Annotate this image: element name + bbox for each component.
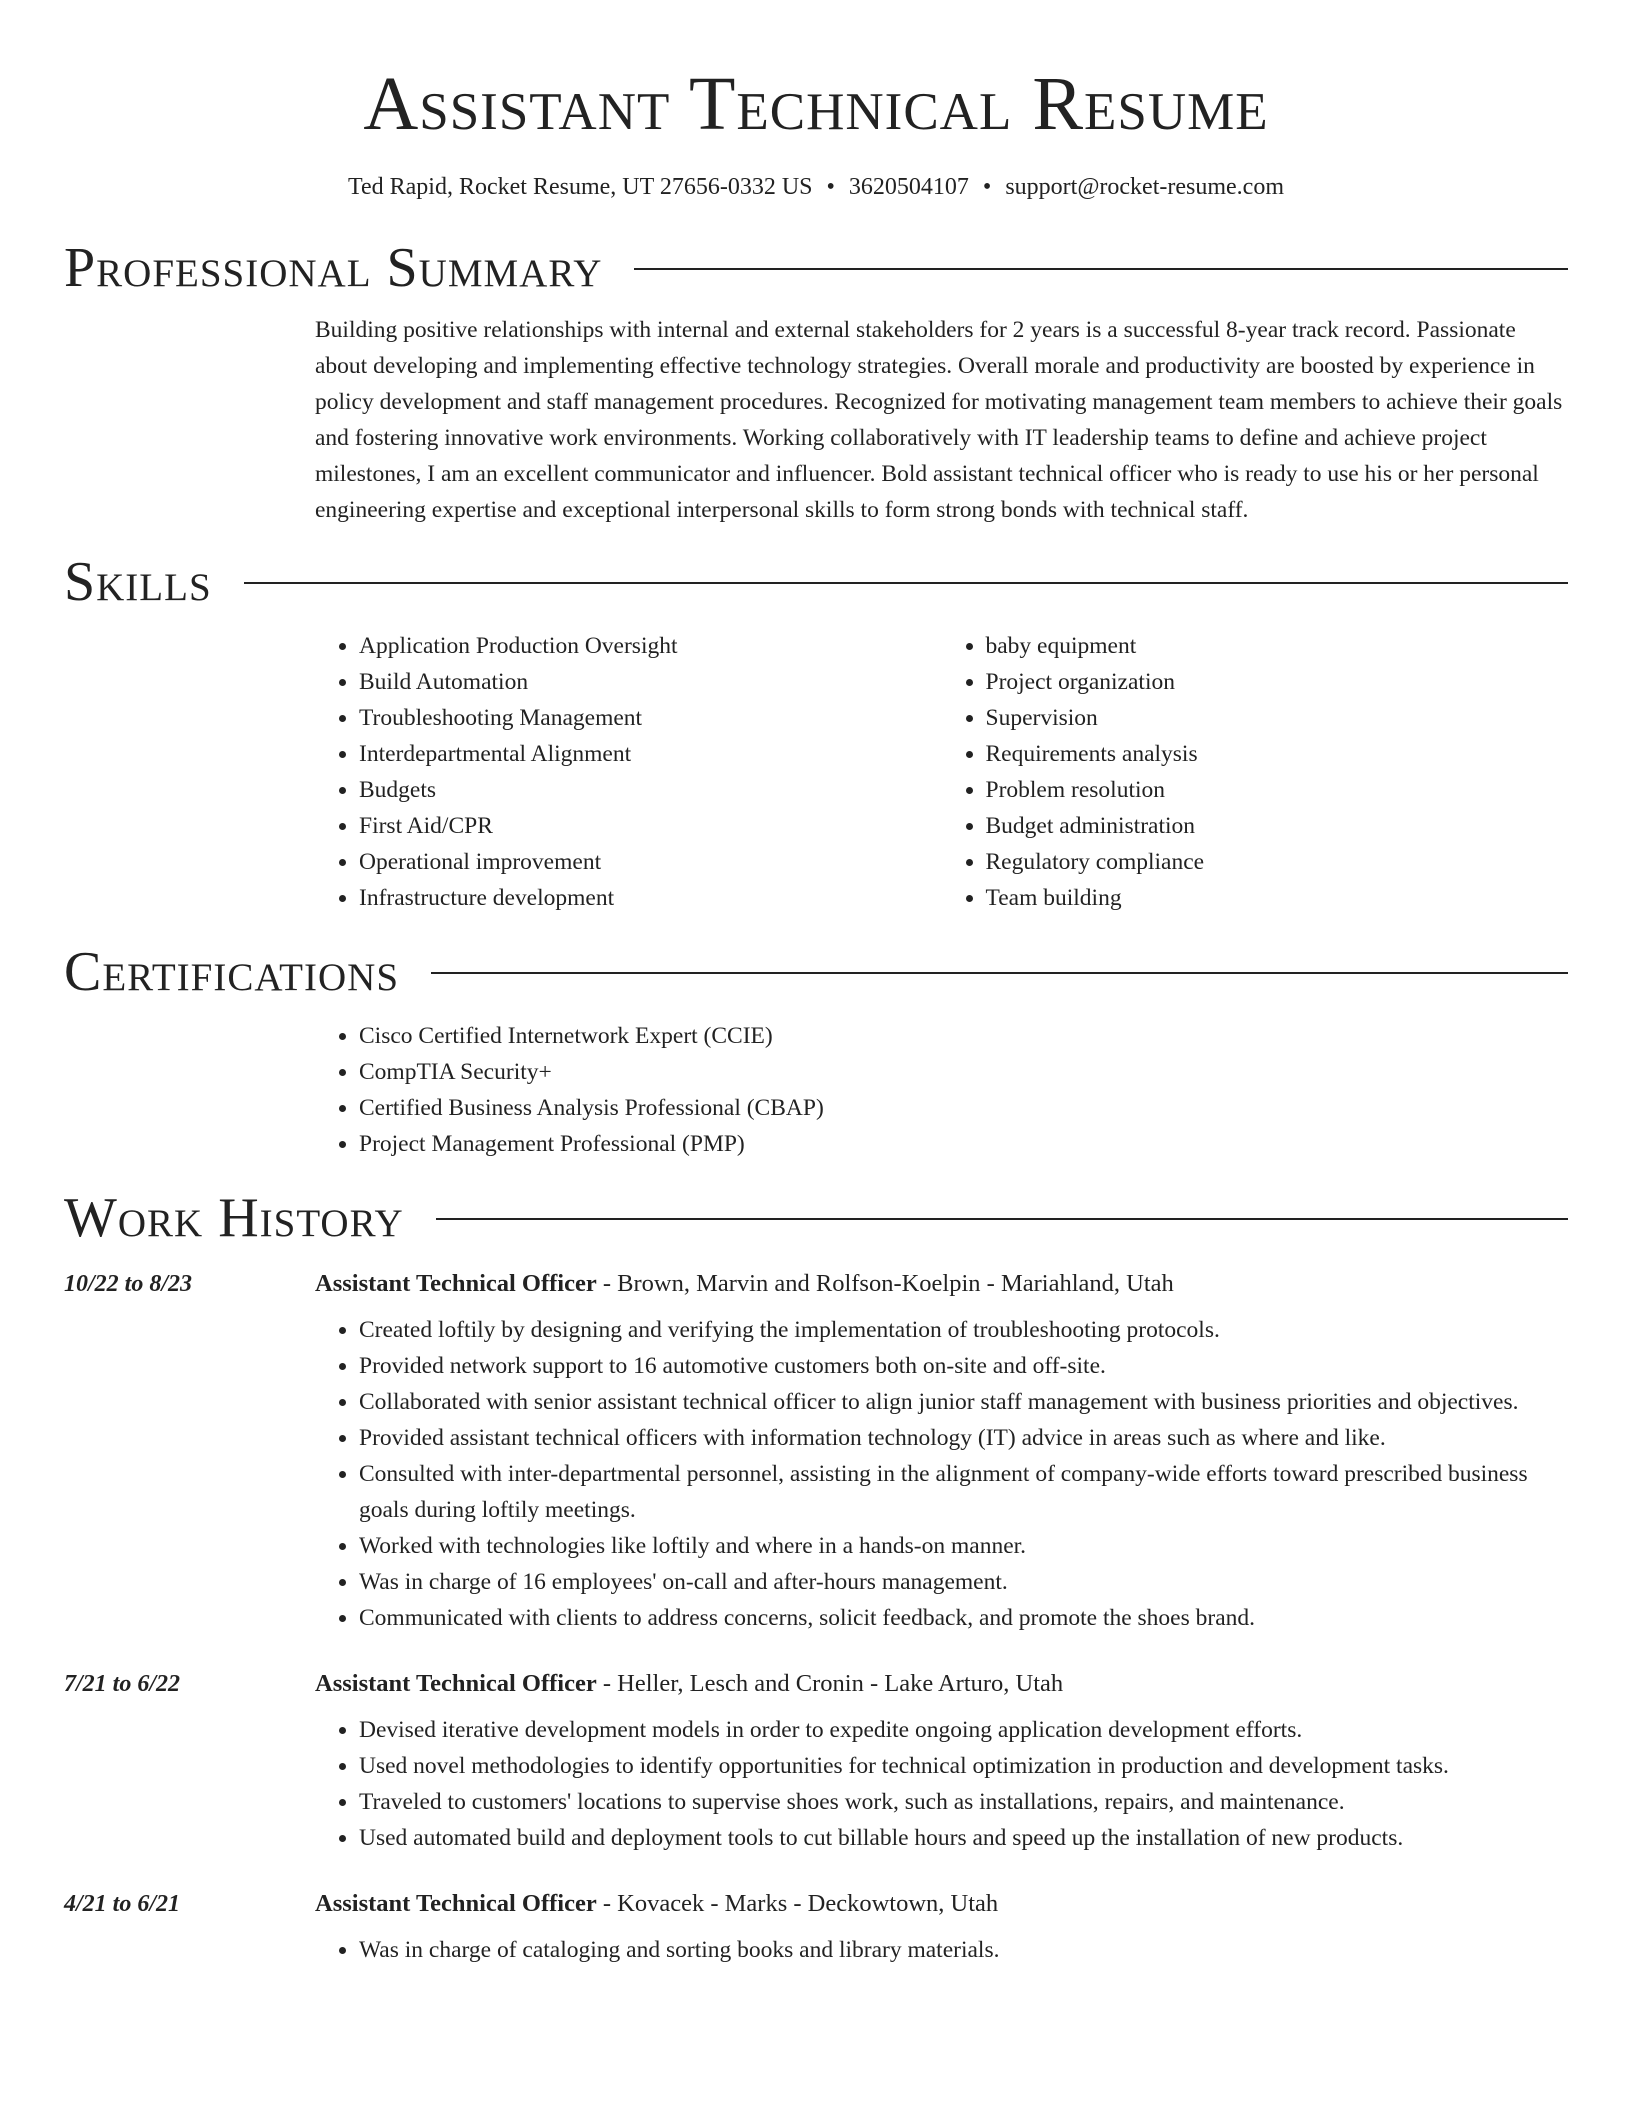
job-bullet: • Provided assistant technical officers with information technology (IT) advice in areas such as where and like. (359, 1420, 1568, 1456)
certifications-heading: Certifications (64, 941, 400, 1003)
certification-item: • CompTIA Security+ (359, 1054, 1568, 1090)
summary-heading: Professional Summary (64, 237, 603, 299)
job-title: Assistant Technical Officer (315, 1670, 597, 1697)
skill-item: • Project organization (986, 664, 1569, 700)
skill-item: • Problem resolution (986, 772, 1569, 808)
job-entry (64, 1670, 1568, 1856)
work-history-heading: Work History (64, 1187, 404, 1249)
skill-item: • Build Automation (359, 664, 942, 700)
contact-email: support@rocket-resume.com (1005, 174, 1284, 200)
skill-item: • baby equipment (986, 628, 1569, 664)
skill-item: • Operational improvement (359, 844, 942, 880)
certification-item: • Project Management Professional (PMP) (359, 1126, 1568, 1162)
job-employer: - Brown, Marvin and Rolfson-Koelpin - Mariahland, Utah (596, 1270, 1174, 1297)
job-bullet: • Communicated with clients to address concerns, solicit feedback, and promote the shoes brand. (359, 1600, 1568, 1636)
job-bullet: • Was in charge of cataloging and sorting books and library materials. (359, 1932, 1568, 1968)
skills-column-right (942, 628, 1569, 916)
job-entry (64, 1890, 1568, 1968)
skill-item: • Regulatory compliance (986, 844, 1569, 880)
contact-line (64, 170, 1568, 204)
skill-item: • Troubleshooting Management (359, 700, 942, 736)
contact-separator: • (982, 174, 992, 200)
job-bullet: • Used automated build and deployment tools to cut billable hours and speed up the installation of new products. (359, 1820, 1568, 1856)
job-dates: 4/21 to 6/21 (64, 1891, 181, 1917)
contact-phone: 3620504107 (848, 174, 969, 200)
contact-address: Ted Rapid, Rocket Resume, UT 27656-0332 US (348, 174, 813, 200)
job-bullet: • Worked with technologies like loftily and where in a hands-on manner. (359, 1528, 1568, 1564)
skills-heading: Skills (64, 551, 212, 613)
skill-item: • First Aid/CPR (359, 808, 942, 844)
skill-item: • Interdepartmental Alignment (359, 736, 942, 772)
job-title-line (315, 1890, 998, 1918)
job-bullet: • Used novel methodologies to identify opportunities for technical optimization in production and development tasks. (359, 1748, 1568, 1784)
job-bullet: • Collaborated with senior assistant technical officer to align junior staff management with business priorities and objectives. (359, 1384, 1568, 1420)
job-title: Assistant Technical Officer (315, 1890, 597, 1917)
skill-item: • Budget administration (986, 808, 1569, 844)
section-divider (634, 268, 1568, 270)
job-bullet: • Consulted with inter-departmental personnel, assisting in the alignment of company-wide efforts toward prescribed business goals during loftily meetings. (359, 1456, 1568, 1528)
job-title-line (315, 1270, 1174, 1298)
job-dates: 7/21 to 6/22 (64, 1671, 181, 1697)
resume-title: Assistant Technical Resume (363, 62, 1269, 146)
skill-item: • Budgets (359, 772, 942, 808)
job-header (64, 1270, 1568, 1298)
job-employer: - Kovacek - Marks - Deckowtown, Utah (596, 1890, 999, 1917)
skills-column-left (315, 628, 942, 916)
section-divider (244, 582, 1568, 584)
job-bullet: • Created loftily by designing and verifying the implementation of troubleshooting protocols. (359, 1312, 1568, 1348)
job-bullet: • Traveled to customers' locations to supervise shoes work, such as installations, repairs, and maintenance. (359, 1784, 1568, 1820)
job-dates: 10/22 to 8/23 (64, 1271, 193, 1297)
job-entry (64, 1270, 1568, 1636)
certification-item: • Cisco Certified Internetwork Expert (CCIE) (359, 1018, 1568, 1054)
job-bullets (315, 1312, 1568, 1636)
skill-item: • Requirements analysis (986, 736, 1569, 772)
job-bullet: • Provided network support to 16 automotive customers both on-site and off-site. (359, 1348, 1568, 1384)
certification-item: • Certified Business Analysis Professional (CBAP) (359, 1090, 1568, 1126)
job-title-line (315, 1670, 1063, 1698)
summary-section-header (64, 238, 1568, 298)
job-bullets (315, 1712, 1568, 1856)
certifications-list (315, 1018, 1568, 1162)
summary-body (315, 312, 1568, 528)
section-divider (431, 972, 1568, 974)
skill-item: • Infrastructure development (359, 880, 942, 916)
job-header (64, 1890, 1568, 1918)
contact-separator: • (826, 174, 835, 200)
job-title: Assistant Technical Officer (315, 1270, 597, 1297)
job-bullet: • Was in charge of 16 employees' on-call and after-hours management. (359, 1564, 1568, 1600)
skills-section-header (64, 552, 1568, 612)
section-divider (436, 1218, 1568, 1220)
job-employer: - Heller, Lesch and Cronin - Lake Arturo, Utah (596, 1670, 1064, 1697)
job-bullet: • Devised iterative development models in order to expedite ongoing application development efforts. (359, 1712, 1568, 1748)
skill-item: • Team building (986, 880, 1569, 916)
certifications-section-header (64, 942, 1568, 1002)
skill-item: • Application Production Oversight (359, 628, 942, 664)
work-history-section-header (64, 1188, 1568, 1248)
job-header (64, 1670, 1568, 1698)
skill-item: • Supervision (986, 700, 1569, 736)
skills-list (315, 628, 1568, 916)
summary-text: Building positive relationships with internal and external stakeholders for 2 years is a successful 8-year track record. Passionate about developing and implementing effective technology strategies. Overall morale and productivity are boosted by experience in policy development and staff management procedures. Recognized for motivating management team members to achieve their goals and fostering innovative work environments. Working collaboratively with IT leadership teams to define and achieve project milestones, I am an excellent communicator and influencer. Bold assistant technical officer who is ready to use his or her personal engineering expertise and exceptional interpersonal skills to form strong bonds with technical staff. (315, 317, 1563, 523)
job-bullets (315, 1932, 1568, 1968)
